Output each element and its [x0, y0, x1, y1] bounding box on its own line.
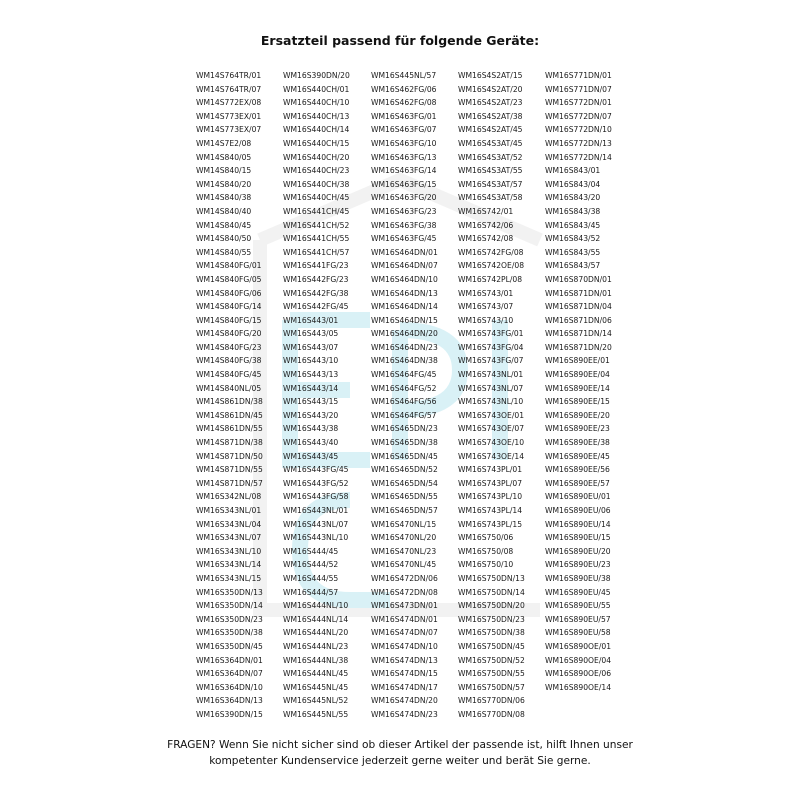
- model-item: WM16S440CH/45: [283, 193, 350, 203]
- model-item: WM16S871DN/04: [545, 302, 612, 312]
- model-item: WM14S773EX/01: [196, 111, 262, 121]
- model-item: WM16S390DN/20: [283, 71, 350, 80]
- model-item: WM16S445NL/57: [371, 71, 437, 80]
- model-item: WM16S843/38: [545, 206, 601, 216]
- model-item: WM16S4S2AT/38: [458, 111, 523, 121]
- model-item: WM16S4S3AT/58: [458, 193, 523, 203]
- model-item: WM14S871DN/50: [196, 451, 263, 461]
- model-item: WM16S443NL/07: [283, 519, 349, 529]
- model-item: WM16S743PL/15: [458, 519, 523, 529]
- model-item: WM16S750DN/14: [458, 587, 525, 597]
- model-item: WM16S770DN/08: [458, 709, 525, 719]
- model-item: WM16S750DN/57: [458, 682, 525, 692]
- model-item: WM16S4S2AT/45: [458, 125, 523, 135]
- model-item: WM16S4S3AT/55: [458, 166, 523, 176]
- model-item: WM16S470NL/20: [371, 533, 437, 543]
- model-item: WM16S443/38: [283, 424, 339, 434]
- model-item: WM16S743NL/01: [458, 370, 524, 380]
- model-item: WM16S4S3AT/52: [458, 152, 523, 162]
- model-item: WM16S350DN/45: [196, 641, 263, 651]
- model-item: WM14S840NL/05: [196, 383, 262, 393]
- model-item: WM16S743FG/07: [458, 356, 524, 366]
- model-item: WM16S364DN/07: [196, 669, 263, 679]
- model-item: WM16S464DN/01: [371, 247, 438, 257]
- model-item: WM16S743/10: [458, 315, 514, 325]
- model-item: WM16S440CH/14: [283, 125, 350, 135]
- model-item: WM14S840FG/15: [196, 315, 262, 325]
- model-item: WM16S4S3AT/45: [458, 138, 523, 148]
- model-item: WM14S861DN/38: [196, 397, 263, 407]
- model-item: WM14S840FG/01: [196, 261, 262, 271]
- model-item: WM14S7E2/08: [196, 138, 252, 148]
- model-item: WM16S890EU/57: [545, 614, 611, 624]
- model-item: WM16S364DN/13: [196, 696, 263, 706]
- model-item: WM16S441FG/23: [283, 261, 349, 271]
- model-item: WM16S443/05: [283, 329, 339, 339]
- model-item: WM16S743PL/14: [458, 506, 523, 515]
- model-item: WM16S750DN/20: [458, 601, 525, 611]
- model-item: WM16S871DN/14: [545, 329, 612, 339]
- model-item: WM16S441CH/45: [283, 206, 350, 216]
- model-item: WM14S871DN/55: [196, 465, 263, 475]
- model-item: WM16S464FG/56: [371, 397, 437, 407]
- model-item: WM16S445NL/45: [283, 682, 349, 692]
- model-item: WM16S442FG/23: [283, 274, 349, 284]
- model-item: WM16S464DN/07: [371, 261, 438, 271]
- model-item: WM16S444NL/45: [283, 669, 349, 679]
- model-item: WM16S474DN/23: [371, 709, 438, 719]
- model-item: WM16S890EE/01: [545, 356, 610, 366]
- model-item: WM16S343NL/04: [196, 519, 262, 529]
- model-item: WM16S843/45: [545, 220, 601, 230]
- model-item: WM16S743OE/14: [458, 451, 525, 461]
- model-item: WM16S743PL/10: [458, 492, 523, 502]
- model-item: WM16S870DN/01: [545, 274, 612, 284]
- model-item: WM16S463FG/13: [371, 152, 437, 162]
- model-item: WM16S463FG/10: [371, 138, 437, 148]
- model-item: WM16S743NL/07: [458, 383, 524, 393]
- model-item: WM16S390DN/15: [196, 709, 263, 719]
- model-item: WM14S840/15: [196, 166, 252, 176]
- model-item: WM16S364DN/10: [196, 682, 263, 692]
- model-item: WM16S743PL/07: [458, 478, 523, 488]
- model-item: WM16S750DN/13: [458, 573, 525, 583]
- model-item: WM16S890EE/56: [545, 465, 610, 475]
- model-item: WM14S840FG/45: [196, 370, 262, 380]
- model-item: WM16S890OE/04: [545, 655, 612, 665]
- model-item: WM16S441CH/55: [283, 234, 350, 244]
- model-item: WM16S440CH/01: [283, 84, 350, 94]
- model-item: WM16S771DN/07: [545, 84, 612, 94]
- model-item: WM16S750DN/38: [458, 628, 525, 638]
- model-item: WM16S4S3AT/57: [458, 179, 523, 189]
- model-item: WM16S843/20: [545, 193, 601, 203]
- model-item: WM16S772DN/14: [545, 152, 612, 162]
- model-item: WM16S443/01: [283, 315, 339, 325]
- model-item: WM16S445NL/52: [283, 696, 349, 706]
- model-item: WM16S443NL/01: [283, 506, 349, 515]
- model-item: WM14S871DN/57: [196, 478, 263, 488]
- model-item: WM16S443/07: [283, 342, 339, 352]
- model-item: WM16S890EE/23: [545, 424, 610, 434]
- model-item: WM16S444NL/20: [283, 628, 349, 638]
- model-item: WM16S464DN/10: [371, 274, 438, 284]
- model-item: WM16S465DN/52: [371, 465, 438, 475]
- model-item: WM16S474DN/10: [371, 641, 438, 651]
- model-item: WM16S472DN/06: [371, 573, 438, 583]
- model-item: WM16S474DN/20: [371, 696, 438, 706]
- model-item: WM16S772DN/07: [545, 111, 612, 121]
- model-item: WM14S840/55: [196, 247, 252, 257]
- model-list: [196, 69, 636, 729]
- model-item: WM16S750DN/45: [458, 641, 525, 651]
- model-item: WM16S442FG/45: [283, 302, 349, 312]
- model-item: WM16S871DN/01: [545, 288, 612, 298]
- model-item: WM14S840FG/06: [196, 288, 262, 298]
- model-item: WM14S840FG/05: [196, 274, 262, 284]
- model-item: WM16S474DN/15: [371, 669, 438, 679]
- model-item: WM16S443/14: [283, 383, 339, 393]
- model-item: WM16S890EE/15: [545, 397, 610, 407]
- model-item: WM16S440CH/23: [283, 166, 350, 176]
- model-item: WM16S464DN/20: [371, 329, 438, 339]
- model-item: WM16S890EU/15: [545, 533, 611, 543]
- model-item: WM16S343NL/01: [196, 506, 262, 515]
- model-item: WM16S443/20: [283, 410, 339, 420]
- model-item: WM16S464DN/23: [371, 342, 438, 352]
- model-item: WM16S890OE/14: [545, 682, 612, 692]
- model-item: WM16S443FG/45: [283, 465, 349, 475]
- model-item: WM14S764TR/07: [196, 84, 262, 94]
- model-item: WM16S470NL/23: [371, 546, 437, 556]
- footer-line-2: kompetenter Kundenservice jederzeit gerne weiter und berät Sie gerne.: [209, 755, 591, 767]
- model-item: WM16S770DN/06: [458, 696, 525, 706]
- model-item: WM16S465DN/38: [371, 438, 438, 448]
- model-item: WM16S743PL/01: [458, 465, 523, 475]
- footer-line-1: FRAGEN? Wenn Sie nicht sicher sind ob dieser Artikel der passende ist, hilft Ihnen unser: [167, 739, 633, 751]
- model-item: WM16S464DN/15: [371, 315, 438, 325]
- model-item: WM16S843/55: [545, 247, 601, 257]
- model-item: WM16S890EE/04: [545, 370, 610, 380]
- model-item: WM16S443/15: [283, 397, 339, 407]
- model-item: WM16S440CH/20: [283, 152, 350, 162]
- model-item: WM16S890EU/20: [545, 546, 611, 556]
- model-item: WM16S750DN/52: [458, 655, 525, 665]
- model-item: WM16S440CH/10: [283, 98, 350, 108]
- model-item: WM16S464DN/13: [371, 288, 438, 298]
- model-item: WM16S463FG/01: [371, 111, 437, 121]
- model-item: WM16S445NL/55: [283, 709, 349, 719]
- model-item: WM16S750/06: [458, 533, 514, 543]
- model-item: WM16S444/45: [283, 546, 339, 556]
- model-item: WM16S472DN/08: [371, 587, 438, 597]
- model-item: WM16S464FG/52: [371, 383, 437, 393]
- model-item: WM16S743OE/01: [458, 410, 525, 420]
- model-item: WM14S840/20: [196, 179, 252, 189]
- model-item: WM16S443FG/58: [283, 492, 349, 502]
- model-item: WM16S474DN/07: [371, 628, 438, 638]
- model-item: WM16S441CH/52: [283, 220, 350, 230]
- footer-note: [0, 737, 800, 769]
- model-item: WM16S4S2AT/20: [458, 84, 523, 94]
- model-item: WM14S773EX/07: [196, 125, 262, 135]
- model-item: WM14S840/45: [196, 220, 252, 230]
- model-item: WM16S743FG/04: [458, 342, 524, 352]
- model-item: WM16S4S2AT/23: [458, 98, 523, 108]
- model-item: WM16S470NL/15: [371, 519, 437, 529]
- model-item: WM16S343NL/14: [196, 560, 262, 570]
- model-item: WM16S890EE/20: [545, 410, 610, 420]
- model-item: WM14S840/50: [196, 234, 252, 244]
- model-item: WM16S474DN/13: [371, 655, 438, 665]
- model-item: WM16S750/08: [458, 546, 514, 556]
- model-item: WM16S843/57: [545, 261, 601, 271]
- model-item: WM16S843/04: [545, 179, 601, 189]
- model-item: WM16S443/40: [283, 438, 339, 448]
- model-column: [371, 69, 461, 722]
- model-item: WM16S462FG/06: [371, 84, 437, 94]
- model-item: WM14S861DN/45: [196, 410, 263, 420]
- model-item: WM16S463FG/14: [371, 166, 437, 176]
- model-item: WM16S443/13: [283, 370, 339, 380]
- model-item: WM16S890EE/57: [545, 478, 610, 488]
- model-item: WM16S470NL/45: [371, 560, 437, 570]
- model-item: WM16S772DN/01: [545, 98, 612, 108]
- model-item: WM16S463FG/38: [371, 220, 437, 230]
- model-item: WM16S465DN/55: [371, 492, 438, 502]
- model-item: WM16S474DN/17: [371, 682, 438, 692]
- model-item: WM16S742PL/08: [458, 274, 523, 284]
- model-item: WM16S444/57: [283, 587, 339, 597]
- model-item: WM16S465DN/23: [371, 424, 438, 434]
- model-item: WM16S440CH/15: [283, 138, 350, 148]
- model-item: WM16S364DN/01: [196, 655, 263, 665]
- model-item: WM16S463FG/15: [371, 179, 437, 189]
- model-item: WM16S743OE/10: [458, 438, 525, 448]
- model-column: [545, 69, 635, 694]
- model-item: WM16S890EU/23: [545, 560, 611, 570]
- model-item: WM14S840FG/14: [196, 302, 262, 312]
- model-item: WM16S463FG/23: [371, 206, 437, 216]
- model-item: WM16S890EU/58: [545, 628, 611, 638]
- model-item: WM16S444NL/23: [283, 641, 349, 651]
- model-item: WM16S444NL/38: [283, 655, 349, 665]
- model-item: WM16S444NL/14: [283, 614, 349, 624]
- model-item: WM16S444/52: [283, 560, 339, 570]
- model-item: WM16S343NL/15: [196, 573, 262, 583]
- model-item: WM16S742/06: [458, 220, 514, 230]
- model-item: WM16S743NL/10: [458, 397, 524, 407]
- page-title: Ersatzteil passend für folgende Geräte:: [260, 33, 540, 48]
- model-item: WM16S890EU/38: [545, 573, 611, 583]
- model-item: WM14S764TR/01: [196, 71, 262, 80]
- model-item: WM16S890EE/45: [545, 451, 610, 461]
- model-item: WM16S443NL/10: [283, 533, 349, 543]
- model-item: WM16S743OE/07: [458, 424, 525, 434]
- model-item: WM16S890EE/14: [545, 383, 610, 393]
- model-item: WM16S443FG/52: [283, 478, 349, 488]
- model-item: WM14S840FG/38: [196, 356, 262, 366]
- model-item: WM16S871DN/20: [545, 342, 612, 352]
- model-item: WM16S464DN/38: [371, 356, 438, 366]
- model-item: WM14S840FG/23: [196, 342, 262, 352]
- model-item: WM16S771DN/01: [545, 71, 612, 80]
- model-item: WM16S343NL/10: [196, 546, 262, 556]
- model-item: WM16S441CH/57: [283, 247, 350, 257]
- model-item: WM16S464FG/57: [371, 410, 437, 420]
- model-item: WM16S742FG/08: [458, 247, 524, 257]
- model-item: WM16S890EU/06: [545, 506, 611, 515]
- model-item: WM16S465DN/54: [371, 478, 438, 488]
- model-item: WM16S350DN/23: [196, 614, 263, 624]
- model-item: WM16S343NL/07: [196, 533, 262, 543]
- model-item: WM16S742/01: [458, 206, 514, 216]
- model-item: WM16S743FG/01: [458, 329, 524, 339]
- model-item: WM16S463FG/45: [371, 234, 437, 244]
- model-item: WM16S750DN/55: [458, 669, 525, 679]
- model-item: WM16S474DN/01: [371, 614, 438, 624]
- model-item: WM16S464DN/14: [371, 302, 438, 312]
- model-item: WM16S890EU/45: [545, 587, 611, 597]
- model-item: WM16S750DN/23: [458, 614, 525, 624]
- model-item: WM16S750/10: [458, 560, 514, 570]
- model-column: [458, 69, 548, 722]
- model-item: WM16S342NL/08: [196, 492, 262, 502]
- model-column: [283, 69, 373, 722]
- model-item: WM16S890EU/01: [545, 492, 611, 502]
- model-item: WM14S861DN/55: [196, 424, 263, 434]
- model-item: WM16S462FG/08: [371, 98, 437, 108]
- model-item: WM16S890OE/01: [545, 641, 612, 651]
- model-item: WM14S840/05: [196, 152, 252, 162]
- model-item: WM16S772DN/10: [545, 125, 612, 135]
- model-item: WM16S350DN/13: [196, 587, 263, 597]
- model-item: WM16S4S2AT/15: [458, 71, 523, 80]
- model-item: WM14S871DN/38: [196, 438, 263, 448]
- model-item: WM16S465DN/57: [371, 506, 438, 515]
- model-item: WM16S463FG/07: [371, 125, 437, 135]
- model-item: WM16S890EU/55: [545, 601, 611, 611]
- model-item: WM16S742OE/08: [458, 261, 525, 271]
- model-item: WM16S442FG/38: [283, 288, 349, 298]
- model-item: WM16S772DN/13: [545, 138, 612, 148]
- model-item: WM16S890EU/14: [545, 519, 611, 529]
- model-column: [196, 69, 286, 722]
- model-item: WM16S743/07: [458, 302, 514, 312]
- model-item: WM16S871DN/06: [545, 315, 612, 325]
- model-item: WM16S464FG/45: [371, 370, 437, 380]
- model-item: WM16S443/45: [283, 451, 339, 461]
- model-item: WM14S840/40: [196, 206, 252, 216]
- model-item: WM16S443/10: [283, 356, 339, 366]
- model-item: WM16S444NL/10: [283, 601, 349, 611]
- model-item: WM16S742/08: [458, 234, 514, 244]
- model-item: WM14S840/38: [196, 193, 252, 203]
- model-item: WM16S890EE/38: [545, 438, 610, 448]
- model-item: WM16S843/01: [545, 166, 601, 176]
- model-item: WM16S350DN/14: [196, 601, 263, 611]
- model-item: WM16S843/52: [545, 234, 601, 244]
- model-item: WM16S743/01: [458, 288, 514, 298]
- model-item: WM14S840FG/20: [196, 329, 262, 339]
- model-item: WM16S465DN/45: [371, 451, 438, 461]
- model-item: WM14S772EX/08: [196, 98, 262, 108]
- model-item: WM16S440CH/13: [283, 111, 350, 121]
- model-item: WM16S444/55: [283, 573, 339, 583]
- model-item: WM16S463FG/20: [371, 193, 437, 203]
- model-item: WM16S350DN/38: [196, 628, 263, 638]
- model-item: WM16S440CH/38: [283, 179, 350, 189]
- model-item: WM16S890OE/06: [545, 669, 612, 679]
- model-item: WM16S473DN/01: [371, 601, 438, 611]
